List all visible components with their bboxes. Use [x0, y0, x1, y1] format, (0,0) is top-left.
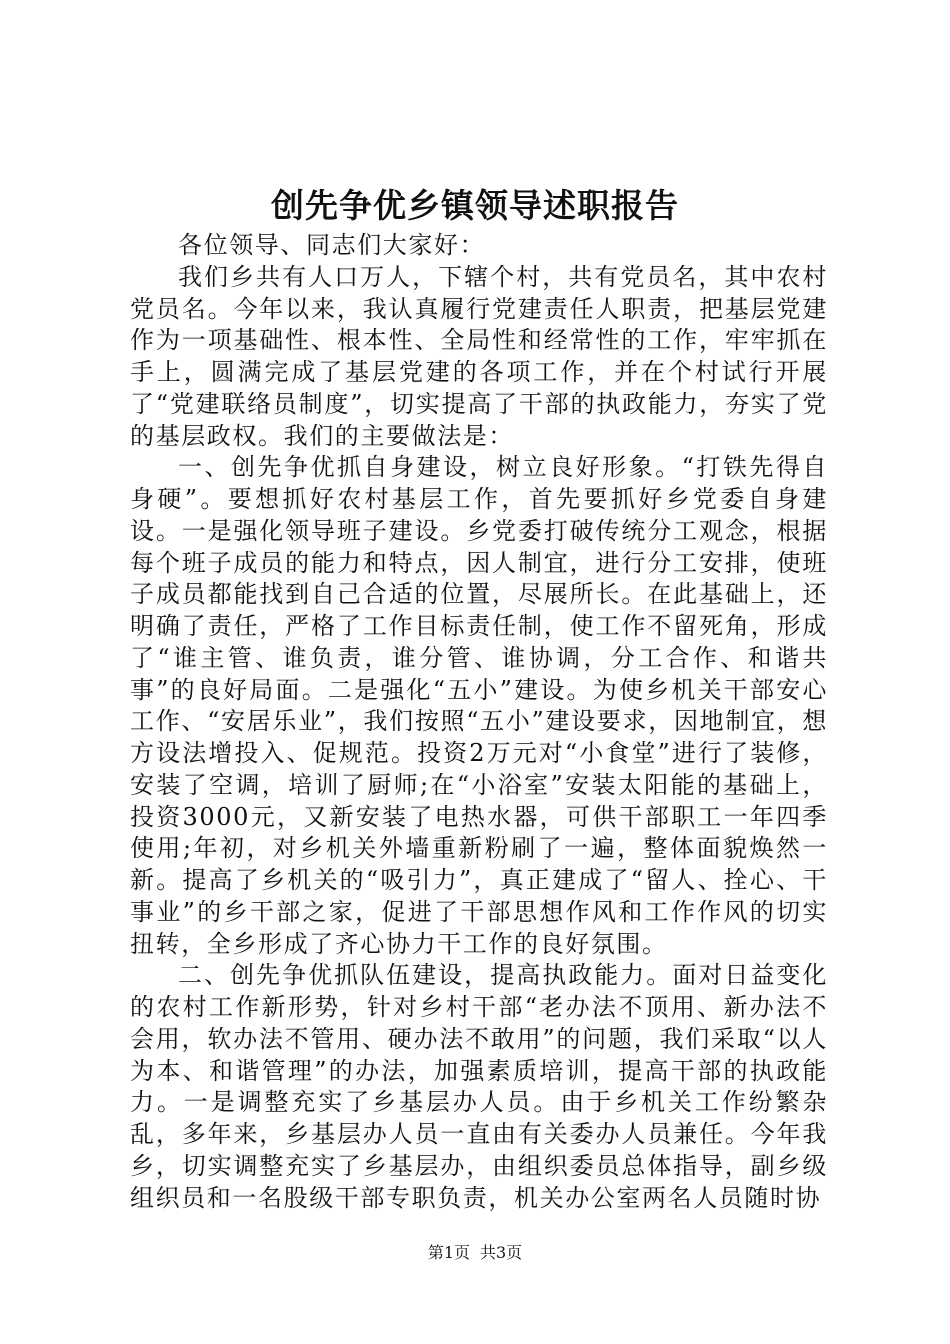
intro-paragraph: 我们乡共有人口万人，下辖个村，共有党员名，其中农村党员名。今年以来，我认真履行党建责任人职责，把基层党建作为一项基础性、根本性、全局性和经常性的工作，牢牢抓在手上，圆满完成了基层党建的各项工作，并在个村试行开展了“党建联络员制度”，切实提高了干部的执政能力，夯实了党的基层政权。我们的主要做法是：	[130, 262, 828, 450]
page-number: 第1页	[427, 1243, 470, 1262]
document-body	[130, 230, 828, 1214]
page-total: 共3页	[480, 1243, 523, 1262]
document-title: 创先争优乡镇领导述职报告	[271, 186, 679, 225]
greeting-paragraph: 各位领导、同志们大家好：	[178, 231, 486, 259]
page-footer	[0, 1242, 950, 1264]
section-two-paragraph: 二、创先争优抓队伍建设，提高执政能力。面对日益变化的农村工作新形势，针对乡村干部“老办法不顶用、新办法不会用，软办法不管用、硬办法不敢用”的问题，我们采取“以人为本、和谐管理”的办法，加强素质培训，提高干部的执政能力。一是调整充实了乡基层办人员。由于乡机关工作纷繁杂乱，多年来，乡基层办人员一直由有关委办人员兼任。今年我乡，切实调整充实了乡基层办，由组织委员总体指导，副乡级组织员和一名股级干部专职负责，机关办公室两名人员随时协	[130, 961, 828, 1212]
section-one-paragraph: 一、创先争优抓自身建设，树立良好形象。“打铁先得自身硬”。要想抓好农村基层工作，首先要抓好乡党委自身建设。一是强化领导班子建设。乡党委打破传统分工观念，根据每个班子成员的能力和特点，因人制宜，进行分工安排，使班子成员都能找到自己合适的位置，尽展所长。在此基础上，还明确了责任，严格了工作目标责任制，使工作不留死角，形成了“谁主管、谁负责，谁分管、谁协调，分工合作、和谐共事”的良好局面。二是强化“五小”建设。为使乡机关干部安心工作、“安居乐业”，我们按照“五小”建设要求，因地制宜，想方设法增投入、促规范。投资2万元对“小食堂”进行了装修，安装了空调，培训了厨师;在“小浴室”安装太阳能的基础上，投资3000元，又新安装了电热水器，可供干部职工一年四季使用;年初，对乡机关外墙重新粉刷了一遍，整体面貌焕然一新。提高了乡机关的“吸引力”，真正建成了“留人、拴心、干事业”的乡干部之家，促进了干部思想作风和工作作风的切实扭转，全乡形成了齐心协力干工作的良好氛围。	[130, 453, 828, 958]
